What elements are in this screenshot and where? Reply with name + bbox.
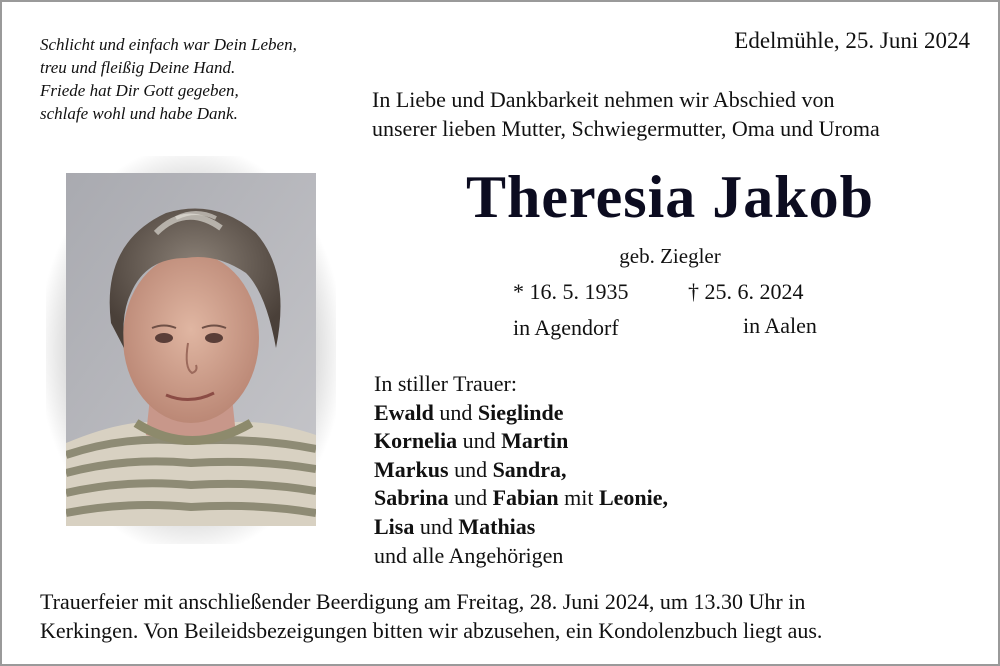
verse-line: schlafe wohl und habe Dank.: [40, 104, 238, 123]
mourner-name: Ewald: [374, 399, 434, 425]
mourner-line: [374, 427, 668, 456]
death-place: in Aalen: [743, 313, 817, 338]
place-date-line: Edelmühle, 25. Juni 2024: [734, 28, 970, 53]
verse-line: Friede hat Dir Gott gegeben,: [40, 81, 239, 100]
mourner-name: Sabrina: [374, 485, 449, 511]
mourner-name: Sandra,: [492, 456, 567, 482]
mourners-heading: In stiller Trauer:: [374, 371, 517, 396]
mourner-line: [374, 399, 668, 428]
intro-line: In Liebe und Dankbarkeit nehmen wir Abschied von: [372, 87, 835, 112]
mourner-name: Markus: [374, 456, 449, 482]
birth-date: * 16. 5. 1935: [513, 279, 629, 304]
footer-line: Trauerfeier mit anschließender Beerdigung am Freitag, 28. Juni 2024, um 13.30 Uhr in: [40, 589, 806, 614]
mourner-name: Mathias: [458, 513, 536, 539]
verse-line: treu und fleißig Deine Hand.: [40, 58, 236, 77]
mourner-line: [374, 456, 668, 485]
mourners-list: [374, 370, 668, 570]
mourners-closing: und alle Angehörigen: [374, 542, 564, 568]
mourner-name: Martin: [501, 428, 569, 454]
funeral-info: [40, 587, 822, 645]
mourner-name: Kornelia: [374, 428, 458, 454]
deceased-name: Theresia Jakob: [466, 164, 874, 230]
conjunction: und: [448, 456, 493, 482]
mourner-name: Lisa: [374, 513, 415, 539]
memorial-verse: [40, 33, 297, 125]
conjunction: und: [414, 513, 459, 539]
farewell-intro: [372, 85, 880, 143]
mourner-line: [374, 513, 668, 542]
birth-place: in Agendorf: [513, 315, 619, 340]
footer-line: Kerkingen. Von Beileidsbezeigungen bitten wir abzusehen, ein Kondolenzbuch liegt aus.: [40, 618, 823, 643]
mourner-line: [374, 484, 668, 513]
mourner-name: Leonie,: [598, 485, 669, 511]
mourner-name: Fabian: [492, 485, 559, 511]
death-date: † 25. 6. 2024: [688, 279, 804, 304]
portrait-photo: [66, 173, 316, 526]
conjunction: mit: [558, 485, 599, 511]
maiden-name: geb. Ziegler: [619, 244, 721, 268]
mourner-name: Sieglinde: [477, 399, 564, 425]
verse-line: Schlicht und einfach war Dein Leben,: [40, 35, 297, 54]
conjunction: und: [457, 428, 502, 454]
conjunction: und: [433, 399, 478, 425]
intro-line: unserer lieben Mutter, Schwiegermutter, Oma und Uroma: [372, 116, 880, 141]
conjunction: und: [448, 485, 493, 511]
